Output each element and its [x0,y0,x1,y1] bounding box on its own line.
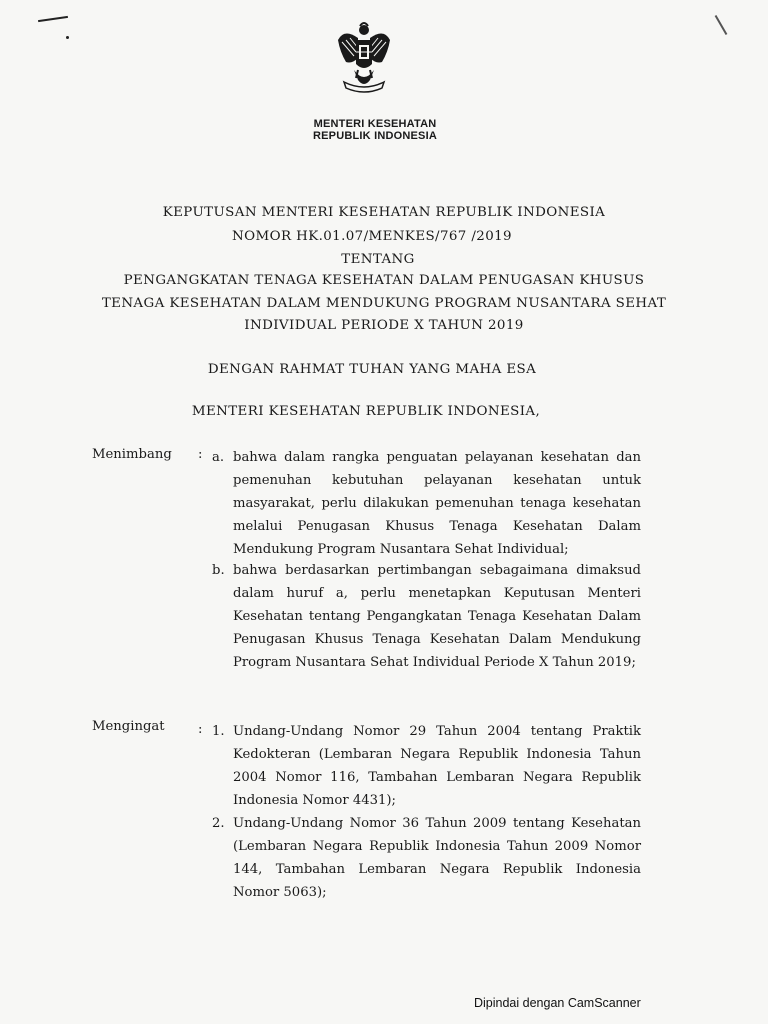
mengingat-label: Mengingat [92,719,165,734]
decree-number: NOMOR HK.01.07/MENKES/767 /2019 [232,229,512,244]
menimbang-label: Menimbang [92,447,172,462]
scan-mark [38,16,68,22]
issuer: MENTERI KESEHATAN REPUBLIK INDONESIA, [191,404,541,419]
mengingat-item-marker: 2. [212,816,225,831]
letterhead-line-1: MENTERI KESEHATAN [313,118,437,130]
menimbang-item-text: bahwa berdasarkan pertimbangan sebagaimana dimaksud dalam huruf a, perlu menetapkan Keputusan Menteri Kesehatan tentang Pengangkatan Tenaga Kesehatan Dalam Penugasan Khusus Tenaga Kesehatan Dalam Mendukung Program Nusantara Sehat Individual Periode X Tahun 2019; [233,563,641,670]
menimbang-item-text: bahwa dalam rangka penguatan pelayanan kesehatan dan pemenuhan kebutuhan pelayanan kesehatan untuk masyarakat, perlu dilakukan pemenuhan tenaga kesehatan melalui Penugasan Khusus Tenaga Kesehatan Dalam Mendukung Program Nusantara Sehat Individual; [233,450,641,557]
menimbang-item-marker: a. [212,450,225,465]
decree-title: KEPUTUSAN MENTERI KESEHATAN REPUBLIK INDONESIA [162,205,606,220]
invocation: DENGAN RAHMAT TUHAN YANG MAHA ESA [207,362,537,377]
scan-mark [715,15,728,35]
decree-about: TENTANG [341,252,415,267]
letterhead-line-2: REPUBLIK INDONESIA [313,130,437,142]
ministry-letterhead [300,118,450,142]
mengingat-item-text: Undang-Undang Nomor 36 Tahun 2009 tentang Kesehatan (Lembaran Negara Republik Indonesia Tahun 2009 Nomor 144, Tambahan Lembaran Negara Republik Indonesia Nomor 5063); [233,816,641,900]
decree-subject-line-1: PENGANGKATAN TENAGA KESEHATAN DALAM PENUGASAN KHUSUS [123,273,645,288]
decree-subject-line-3: INDIVIDUAL PERIODE X TAHUN 2019 [244,318,524,333]
menimbang-colon: : [198,447,203,462]
menimbang-item-marker: b. [212,563,225,578]
mengingat-item-text: Undang-Undang Nomor 29 Tahun 2004 tentang Praktik Kedokteran (Lembaran Negara Republik Indonesia Tahun 2004 Nomor 116, Tambahan Lembaran Negara Republik Indonesia Nomor 4431); [233,724,641,808]
decree-subject-line-2: TENAGA KESEHATAN DALAM MENDUKUNG PROGRAM NUSANTARA SEHAT [101,296,667,311]
garuda-emblem-icon [334,18,394,108]
mengingat-item-marker: 1. [212,724,225,739]
scanner-watermark: Dipindai dengan CamScanner [474,996,641,1010]
mengingat-colon: : [198,722,203,737]
scan-mark [66,36,69,39]
